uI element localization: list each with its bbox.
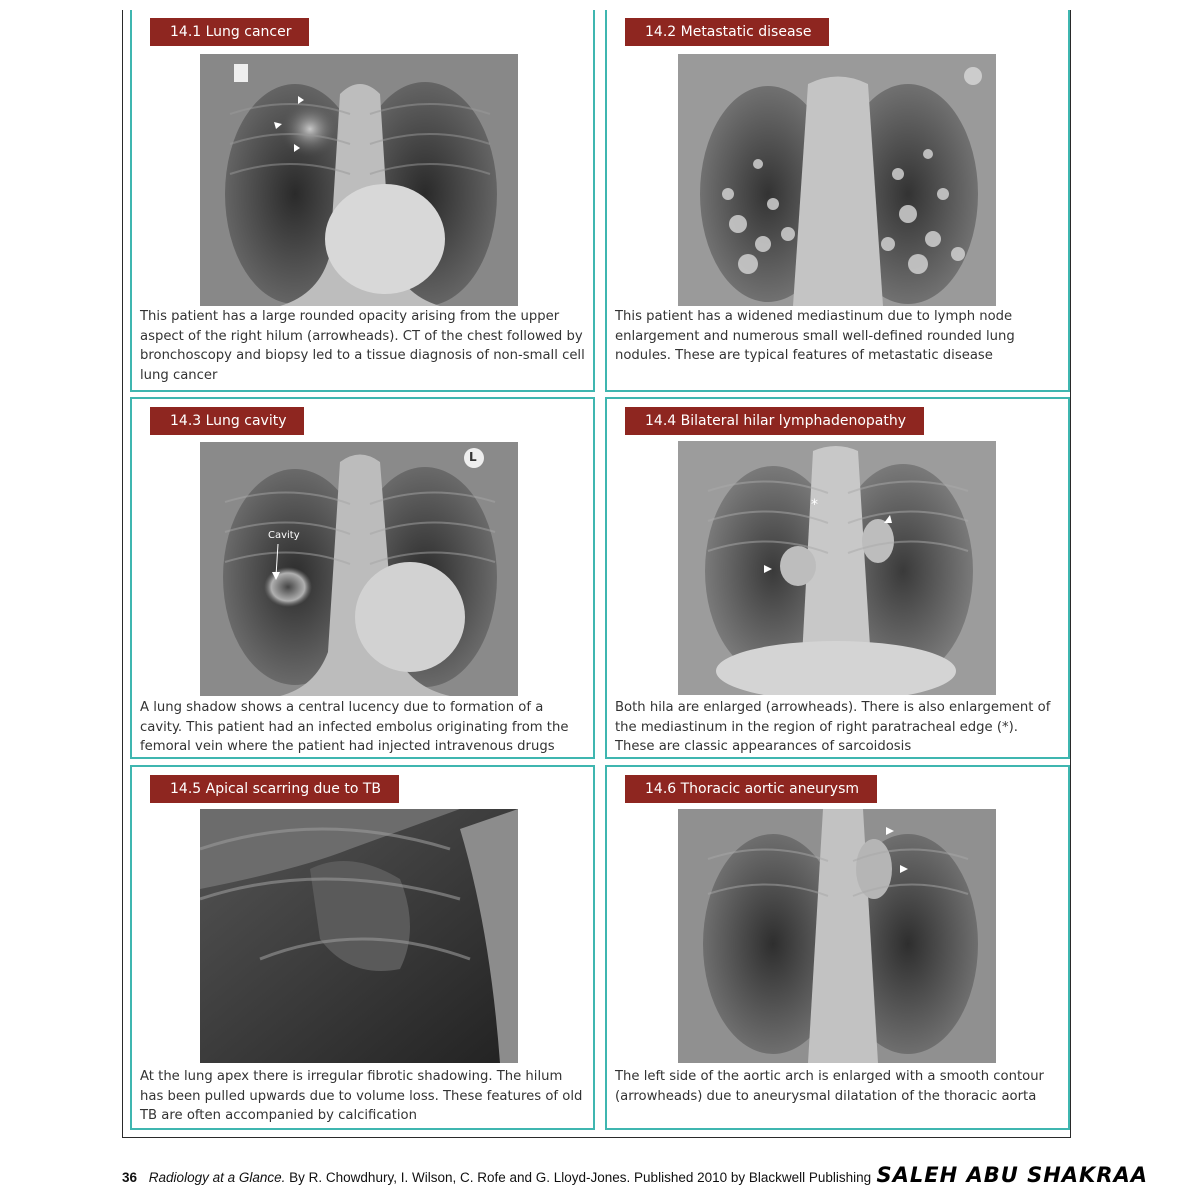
figure-caption: A lung shadow shows a central lucency due to formation of a cavity. This patient had an infected embolus originating from the femoral vein where the patient had injected intravenous drugs bbox=[140, 700, 569, 754]
side-marker-label: L bbox=[469, 450, 477, 464]
figure-title: 14.3 Lung cavity bbox=[150, 407, 304, 435]
figure-panel-14-1 bbox=[130, 10, 595, 392]
figure-caption: At the lung apex there is irregular fibrotic shadowing. The hilum has been pulled upwards due to volume loss. These features of old TB are often accompanied by calcification bbox=[140, 1069, 583, 1123]
figure-caption: This patient has a large rounded opacity arising from the upper aspect of the right hilum (arrowheads). CT of the chest followed by bronchoscopy and biopsy led to a tissue diagnosis of non-small cell lung cancer bbox=[140, 309, 585, 383]
figure-caption: This patient has a widened mediastinum due to lymph node enlargement and numerous small well-defined rounded lung nodules. These are typical features of metastatic disease bbox=[615, 309, 1015, 363]
figure-panel-14-3 bbox=[130, 397, 595, 759]
figure-panel-14-5 bbox=[130, 765, 595, 1130]
figure-caption: Both hila are enlarged (arrowheads). There is also enlargement of the mediastinum in the region of right paratracheal edge (*). These are classic appearances of sarcoidosis bbox=[615, 700, 1051, 754]
bottom-rule bbox=[122, 1137, 1071, 1138]
left-margin-rule bbox=[122, 10, 123, 1138]
cavity-annotation-label: Cavity bbox=[268, 530, 300, 541]
figure-caption: The left side of the aortic arch is enlarged with a smooth contour (arrowheads) due to aneurysmal dilatation of the thoracic aorta bbox=[615, 1069, 1044, 1104]
chest-xray-image bbox=[678, 54, 996, 306]
page-number: 36 bbox=[122, 1170, 138, 1185]
figure-title: 14.1 Lung cancer bbox=[150, 18, 309, 46]
chest-xray-image bbox=[678, 441, 996, 695]
page-footer bbox=[122, 1170, 871, 1185]
chest-xray-image bbox=[678, 809, 996, 1063]
right-margin-rule bbox=[1070, 10, 1071, 1138]
figure-panel-14-6 bbox=[605, 765, 1070, 1130]
figure-title: 14.5 Apical scarring due to TB bbox=[150, 775, 399, 803]
chest-xray-image bbox=[200, 809, 518, 1063]
book-title: Radiology at a Glance. bbox=[148, 1170, 286, 1185]
figure-title: 14.2 Metastatic disease bbox=[625, 18, 829, 46]
chest-xray-image bbox=[200, 442, 518, 696]
figure-title: 14.6 Thoracic aortic aneurysm bbox=[625, 775, 877, 803]
watermark-brand: SALEH ABU SHAKRAA bbox=[876, 1163, 1148, 1187]
figure-panel-14-4 bbox=[605, 397, 1070, 759]
figure-panel-14-2 bbox=[605, 10, 1070, 392]
chest-xray-image bbox=[200, 54, 518, 306]
citation-text: By R. Chowdhury, I. Wilson, C. Rofe and G. Lloyd-Jones. Published 2010 by Blackwell Publishing bbox=[289, 1170, 872, 1185]
paratracheal-marker: * bbox=[811, 497, 818, 513]
figure-title: 14.4 Bilateral hilar lymphadenopathy bbox=[625, 407, 924, 435]
